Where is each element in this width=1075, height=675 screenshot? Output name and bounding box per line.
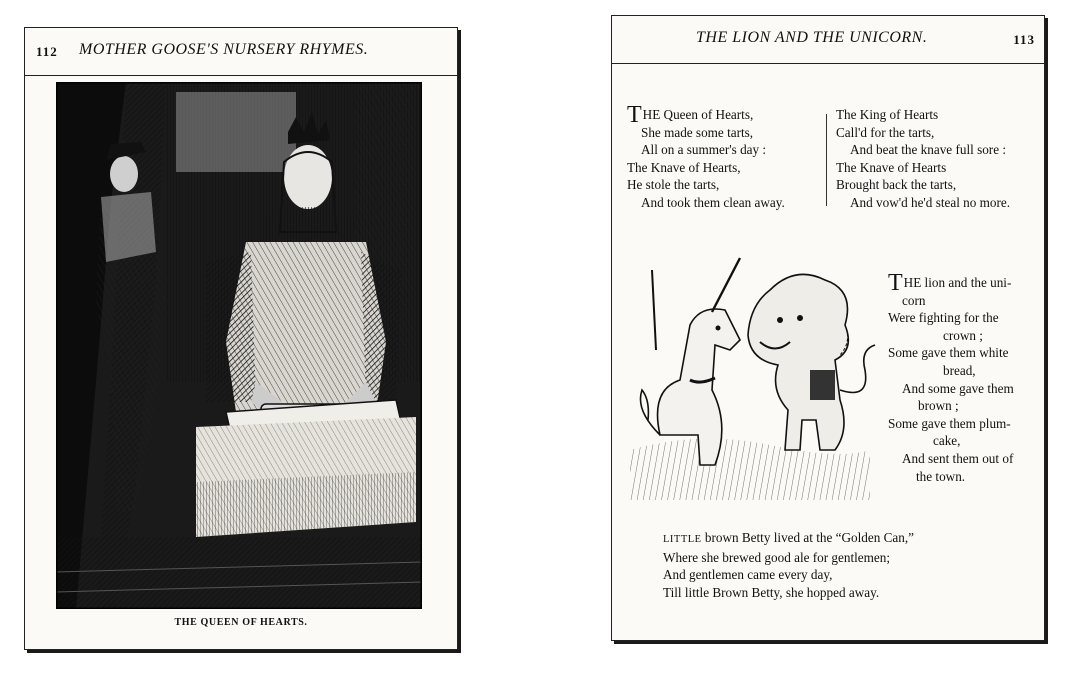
verse-line-text: HE lion and the uni- — [903, 275, 1012, 290]
little-brown-betty-verse — [663, 529, 914, 601]
verse-line — [627, 102, 785, 128]
page-number-right: 113 — [1013, 32, 1035, 47]
verse-line: crown ; — [943, 327, 983, 343]
verse-line: And beat the knave full sore : — [850, 142, 1007, 158]
verse-line: bread, — [943, 362, 976, 378]
verse-line: Where she brewed good ale for gentlemen; — [663, 549, 891, 565]
verse-line-text: brown Betty lived at the “Golden Can,” — [701, 530, 914, 545]
verse-line: brown ; — [918, 398, 959, 414]
verse-line: The King of Hearts — [836, 107, 939, 122]
verse-line: Some gave them plum- — [888, 415, 1011, 431]
running-head-title-right: THE LION AND THE UNICORN. — [696, 29, 928, 46]
verse-line: And vow'd he'd steal no more. — [850, 194, 1011, 210]
verse-line: And took them clean away. — [641, 194, 785, 210]
queen-of-hearts-verse — [627, 102, 785, 212]
verse-line: And sent them out of — [902, 450, 1014, 466]
running-head-left — [25, 28, 457, 76]
illustration-caption: THE QUEEN OF HEARTS. — [174, 617, 308, 628]
verse-line: Some gave them white — [888, 345, 1009, 361]
verse-line: And some gave them — [902, 380, 1014, 396]
king-of-hearts-verse — [836, 106, 1010, 212]
verse-line — [888, 270, 1075, 296]
drop-cap: T — [888, 270, 903, 296]
left-page — [24, 27, 458, 650]
drop-cap: T — [627, 102, 642, 128]
lion-and-unicorn-engraving — [620, 250, 882, 500]
verse-line-text: HE Queen of Hearts, — [642, 107, 754, 122]
verse-line: She made some tarts, — [641, 124, 754, 140]
verse-line: And gentlemen came every day, — [663, 567, 833, 583]
running-head-title-left: MOTHER GOOSE'S NURSERY RHYMES. — [79, 41, 369, 58]
verse-line: cake, — [933, 433, 961, 449]
verse-line: Brought back the tarts, — [836, 177, 957, 193]
verse-line: All on a summer's day : — [641, 142, 767, 158]
verse-line: corn — [902, 292, 926, 308]
verse-line: Were fighting for the — [888, 310, 999, 326]
verse-line: Call'd for the tarts, — [836, 124, 935, 140]
lion-and-unicorn-verse — [888, 270, 1075, 485]
verse-line: The Knave of Hearts, — [627, 159, 741, 175]
page-number-left: 112 — [36, 44, 58, 59]
verse-line — [663, 529, 914, 549]
small-caps-word: LITTLE — [663, 534, 702, 545]
queen-of-hearts-engraving — [56, 82, 422, 609]
verse-line: He stole the tarts, — [627, 177, 720, 193]
verse-line: the town. — [916, 468, 966, 484]
running-head-right — [612, 16, 1044, 64]
right-page — [611, 15, 1045, 641]
verse-line: Till little Brown Betty, she hopped away. — [663, 584, 880, 600]
verse-line: The Knave of Hearts — [836, 159, 947, 175]
verse-column-divider — [826, 114, 827, 206]
